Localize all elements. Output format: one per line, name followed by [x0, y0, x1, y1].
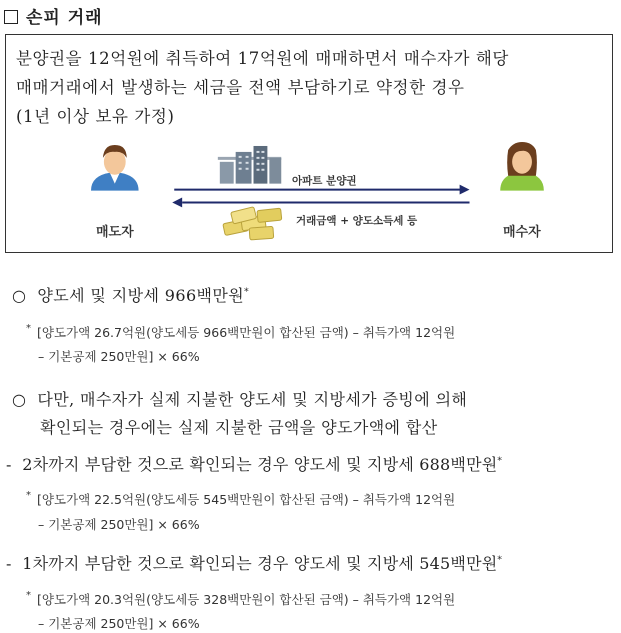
case-line-3: (1년 이상 보유 가정): [16, 107, 175, 126]
money-bundle-icon: [223, 207, 282, 240]
note-star: *: [26, 590, 31, 601]
apartment-building-icon: [218, 146, 281, 184]
checkbox-square-icon: [4, 10, 18, 24]
case-box: [5, 34, 613, 253]
footnote-marker: *: [244, 287, 250, 298]
item-4-note-line-1: * [양도가액 20.3억원(양도세등 328백만원이 합산된 금액) – 취득가액 12억원: [26, 590, 456, 607]
item-3: [6, 452, 502, 475]
note-star: *: [26, 490, 31, 501]
footnote-marker: *: [497, 555, 503, 566]
item-4: [6, 551, 502, 574]
dash-bullet: -: [6, 455, 12, 474]
item-4-note-line-2: – 기본공제 250만원] × 66%: [38, 616, 200, 631]
case-line-1: 분양권을 12억원에 취득하여 17억원에 매매하면서 매수자가 해당: [16, 49, 509, 68]
dash-bullet: -: [6, 554, 12, 573]
footnote-marker: *: [497, 456, 503, 467]
section-title: [4, 3, 103, 28]
circle-bullet: ○: [12, 286, 27, 305]
arrow-left-icon: [172, 198, 469, 208]
item-3-text: 2차까지 부담한 것으로 확인되는 경우 양도세 및 지방세 688백만원: [22, 455, 498, 474]
item-2-line-2: 확인되는 경우에는 실제 지불한 금액을 양도가액에 합산: [40, 418, 438, 437]
section-title-text: 손피 거래: [26, 8, 103, 28]
arrow-bottom-label: 거래금액 + 양도소득세 등: [296, 215, 418, 227]
item-1: [12, 283, 249, 306]
seller-label: 매도자: [96, 225, 134, 240]
item-1-note-line-2: – 기본공제 250만원] × 66%: [38, 349, 200, 364]
buyer-person-icon: [500, 142, 544, 191]
seller-person-icon: [91, 145, 139, 191]
item-3-note-line-1: * [양도가액 22.5억원(양도세등 545백만원이 합산된 금액) – 취득가액 12억원: [26, 490, 456, 507]
buyer-label: 매수자: [503, 225, 541, 240]
note-star: *: [26, 323, 31, 334]
circle-bullet: ○: [12, 390, 27, 409]
item-1-note-line-1: * [양도가액 26.7억원(양도세등 966백만원이 합산된 금액) – 취득가액 12억원: [26, 323, 456, 340]
item-1-text: 양도세 및 지방세 966백만원: [37, 286, 245, 305]
item-3-note-line-2: – 기본공제 250만원] × 66%: [38, 517, 200, 532]
arrow-top-label: 아파트 분양권: [292, 175, 357, 187]
case-line-2: 매매거래에서 발생하는 세금을 전액 부담하기로 약정한 경우: [16, 78, 465, 97]
item-2-line-1: ○ 다만, 매수자가 실제 지불한 양도세 및 지방세가 증빙에 의해: [12, 390, 468, 409]
item-4-text: 1차까지 부담한 것으로 확인되는 경우 양도세 및 지방세 545백만원: [22, 554, 498, 573]
